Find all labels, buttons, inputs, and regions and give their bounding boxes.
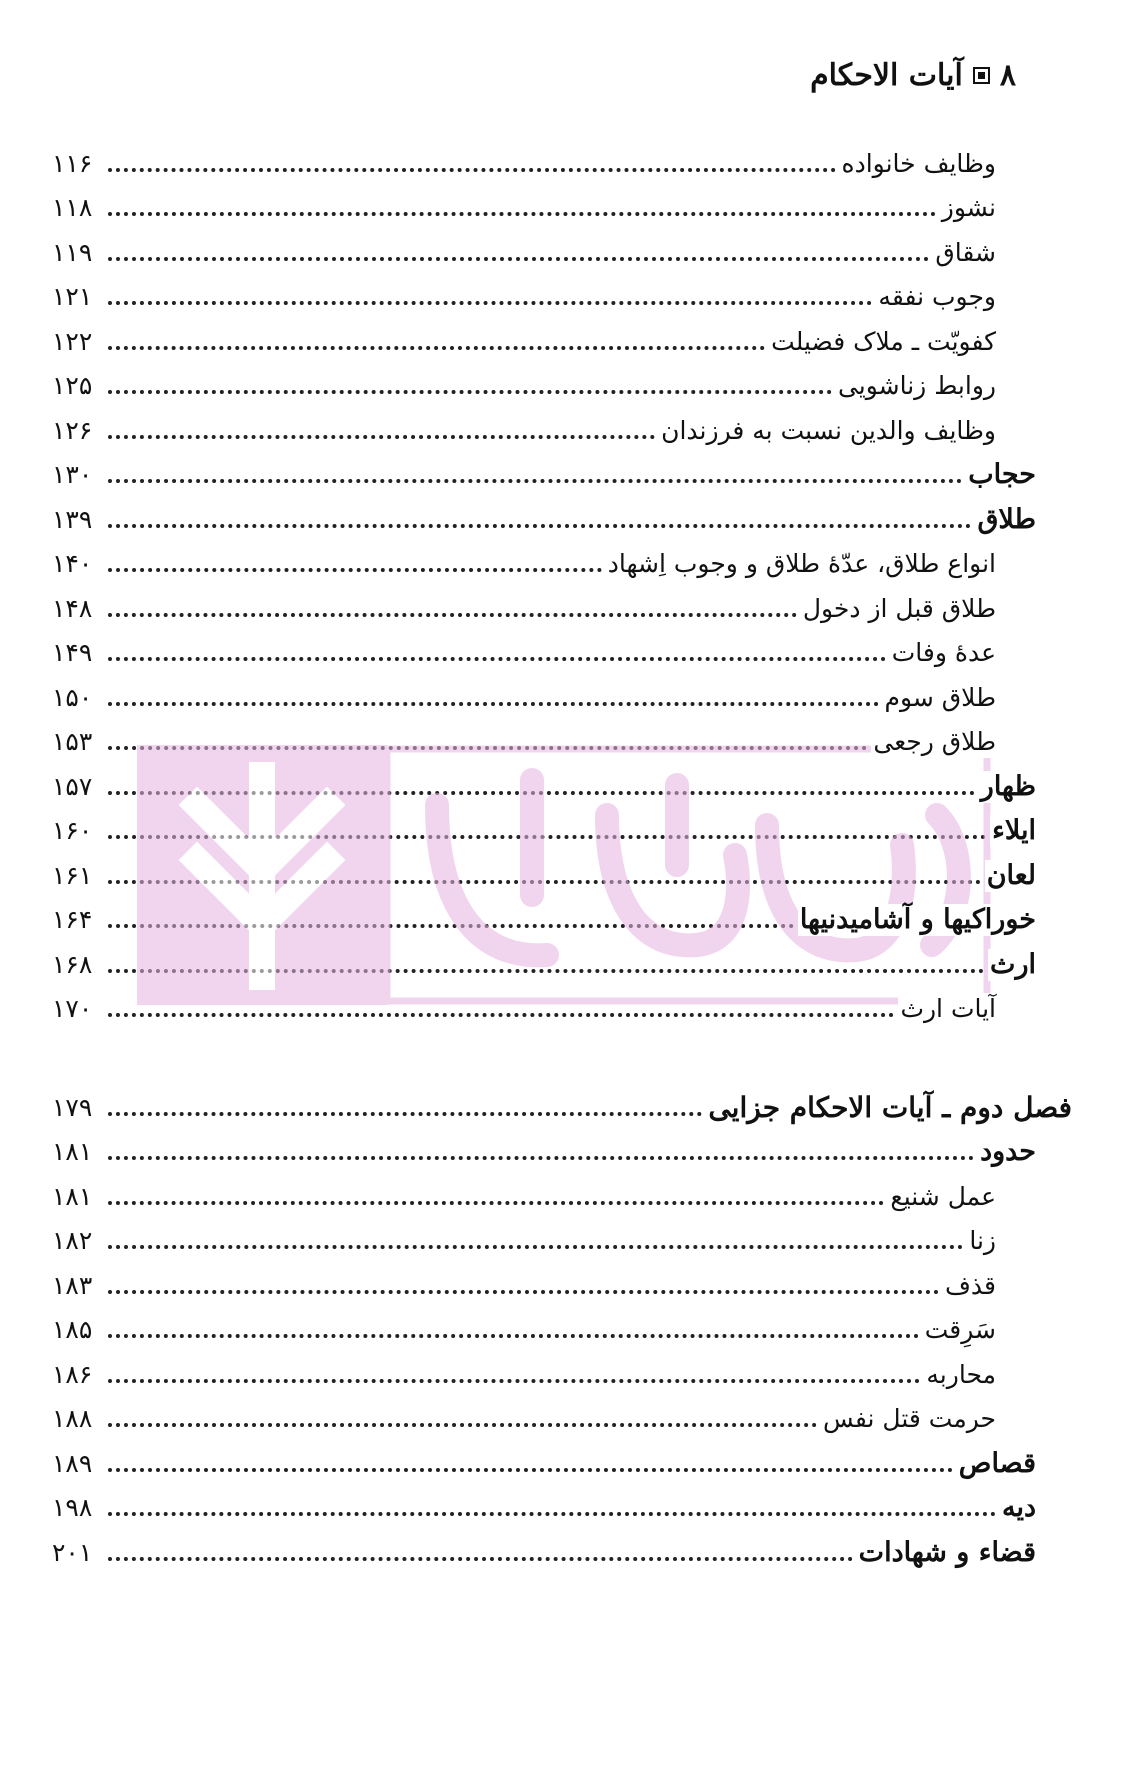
toc-entry-title: ایلاء: [992, 815, 1036, 846]
toc-entry-title: محاربه: [926, 1359, 996, 1389]
dot-leader: [108, 1557, 853, 1561]
toc-entry-title: قضاء و شهادات: [858, 1536, 1036, 1568]
toc-entry: [52, 1213, 1092, 1258]
toc-entry-page-number: ۱۸۱: [52, 1181, 93, 1211]
dot-leader: [108, 479, 962, 483]
toc-entry: [52, 1257, 1092, 1302]
toc-entry-page-number: ۱۷۹: [52, 1092, 93, 1122]
toc-entry-title: قذف: [945, 1270, 996, 1300]
toc-entry: [52, 892, 1092, 937]
dot-leader: [108, 1013, 894, 1017]
toc-entry-title: آیات ارث: [900, 994, 996, 1023]
toc-entry: [52, 803, 1092, 848]
toc-entry: [52, 135, 1092, 180]
toc-entry-title: ظهار: [980, 770, 1036, 802]
toc-entry: [52, 580, 1092, 625]
dot-leader: [108, 524, 971, 528]
dot-leader: [108, 568, 602, 572]
toc-entry: [52, 1524, 1092, 1569]
dot-leader: [108, 1156, 974, 1160]
dot-leader: [108, 212, 936, 216]
toc-entry-title: خوراکیها و آشامیدنیها: [799, 904, 1036, 935]
toc-entry-page-number: ۱۶۱: [52, 860, 93, 890]
dot-leader: [108, 613, 797, 617]
toc-entry-title: زنا: [969, 1226, 996, 1255]
dot-leader: [108, 746, 867, 750]
toc-entry: [52, 536, 1092, 581]
toc-entry-page-number: ۱۹۸: [52, 1493, 93, 1522]
toc-entry: [52, 847, 1092, 892]
toc-entry: [52, 981, 1092, 1026]
toc-entry-page-number: ۱۸۲: [52, 1226, 93, 1255]
dot-leader: [108, 168, 836, 172]
dot-leader: [108, 1468, 953, 1472]
toc-entry-page-number: ۱۱۸: [52, 193, 93, 222]
toc-entry-page-number: ۱۳۰: [52, 460, 93, 489]
toc-entry-page-number: ۱۵۳: [52, 727, 93, 756]
toc-entry-page-number: ۱۱۶: [52, 148, 93, 178]
toc-entry: [52, 1435, 1092, 1480]
toc-entry: [52, 269, 1092, 314]
toc-entry: [52, 1079, 1092, 1124]
dot-leader: [108, 702, 879, 706]
toc-entry: [52, 1480, 1092, 1525]
toc-entry-page-number: ۱۵۷: [52, 771, 93, 801]
toc-entry-page-number: ۱۶۸: [52, 949, 93, 979]
toc-entry-page-number: ۱۸۳: [52, 1270, 93, 1300]
toc-entry-page-number: ۱۶۰: [52, 816, 93, 845]
toc-entry-page-number: ۱۳۹: [52, 504, 93, 534]
toc-entry-page-number: ۱۴۰: [52, 549, 93, 578]
dot-leader: [108, 1290, 939, 1294]
toc-entry-title: حدود: [980, 1136, 1036, 1167]
dot-leader: [108, 1201, 884, 1205]
dot-leader: [108, 301, 872, 305]
toc-entry-title: دیه: [1001, 1492, 1036, 1523]
toc-entry-title: وظایف والدین نسبت به فرزندان: [661, 415, 996, 445]
toc-entry-title: انواع طلاق، عدّهٔ طلاق و وجوب اِشهاد: [607, 549, 996, 578]
toc-entry-page-number: ۱۷۰: [52, 994, 93, 1023]
toc-entry: [52, 1168, 1092, 1213]
toc-entry-page-number: ۱۸۱: [52, 1137, 93, 1166]
dot-leader: [108, 435, 655, 439]
toc-entry-title: فصل دوم ـ آیات الاحکام جزایی: [708, 1090, 1072, 1124]
toc-entry-page-number: ۱۴۸: [52, 593, 93, 623]
toc-entry-page-number: ۱۲۶: [52, 415, 93, 445]
dot-leader: [108, 835, 986, 839]
toc-entry-title: عمل شنیع: [890, 1181, 996, 1211]
toc-entry: [52, 358, 1092, 403]
toc-entry-title: طلاق قبل از دخول: [802, 593, 996, 623]
dot-leader: [108, 880, 981, 884]
toc-entry-page-number: ۱۶۴: [52, 905, 93, 934]
toc-entry-title: طلاق سوم: [884, 682, 996, 712]
toc-entry: [52, 1302, 1092, 1347]
toc-entry: [52, 491, 1092, 536]
toc-entry-title: ارث: [990, 948, 1036, 980]
toc-entry-page-number: ۱۸۹: [52, 1448, 93, 1478]
toc-entry: [52, 180, 1092, 225]
dot-leader: [108, 791, 975, 795]
dot-leader: [108, 924, 794, 928]
toc-entry: [52, 714, 1092, 759]
toc-entry-title: وظایف خانواده: [841, 148, 996, 178]
toc-entry: [52, 1391, 1092, 1436]
toc-entry-title: طلاق: [977, 503, 1036, 535]
toc-entry-title: لعان: [986, 859, 1036, 891]
toc-entry: [52, 224, 1092, 269]
toc-entry-title: کفویّت ـ ملاک فضیلت: [771, 326, 996, 356]
toc-entry-title: قصاص: [958, 1447, 1036, 1479]
dot-leader: [108, 657, 886, 661]
toc-entry: [52, 936, 1092, 981]
toc-entry-title: سَرِقت: [924, 1315, 996, 1344]
toc-entry: [52, 625, 1092, 670]
page-number: ۸: [999, 58, 1016, 93]
dot-leader: [108, 1423, 817, 1427]
toc-entry-page-number: ۱۸۸: [52, 1404, 93, 1433]
dot-leader: [108, 1379, 920, 1383]
toc-entry-title: عدهٔ وفات: [891, 638, 996, 667]
toc-entry: [52, 1124, 1092, 1169]
toc-entry-page-number: ۱۲۲: [52, 326, 93, 356]
dot-leader: [108, 1512, 996, 1516]
toc-entry-title: حرمت قتل نفس: [823, 1404, 996, 1433]
toc-entry: [52, 1346, 1092, 1391]
toc-entry-page-number: ۱۱۹: [52, 237, 93, 267]
dot-leader: [108, 346, 765, 350]
toc-entry-page-number: ۱۲۵: [52, 371, 93, 400]
toc-entry-title: طلاق رجعی: [873, 727, 996, 756]
toc-entry-page-number: ۲۰۱: [52, 1537, 93, 1567]
toc-entry-page-number: ۱۵۰: [52, 682, 93, 712]
dot-leader: [108, 1112, 702, 1116]
toc-entry-page-number: ۱۲۱: [52, 282, 93, 311]
running-title: آیات الاحکام: [810, 58, 963, 93]
toc-entry: [52, 313, 1092, 358]
toc-entry: [52, 758, 1092, 803]
square-ornament-icon: [973, 67, 990, 84]
dot-leader: [108, 969, 984, 973]
dot-leader: [108, 257, 929, 261]
dot-leader: [108, 1245, 963, 1249]
toc-entry: [52, 402, 1092, 447]
page-header: [810, 58, 1016, 93]
toc-entry-title: شقاق: [935, 237, 996, 267]
dot-leader: [108, 1334, 919, 1338]
toc-entry-page-number: ۱۴۹: [52, 638, 93, 667]
toc-entry-page-number: ۱۸۵: [52, 1315, 93, 1344]
toc-entry: [52, 447, 1092, 492]
toc-entry-title: روابط زناشویی: [837, 371, 996, 400]
toc-entry: [52, 669, 1092, 714]
table-of-contents: [52, 135, 1092, 1569]
toc-entry-title: حجاب: [968, 459, 1036, 490]
toc-entry-title: نشوز: [941, 193, 996, 222]
toc-entry-page-number: ۱۸۶: [52, 1359, 93, 1389]
toc-entry-title: وجوب نفقه: [878, 282, 996, 311]
dot-leader: [108, 390, 832, 394]
